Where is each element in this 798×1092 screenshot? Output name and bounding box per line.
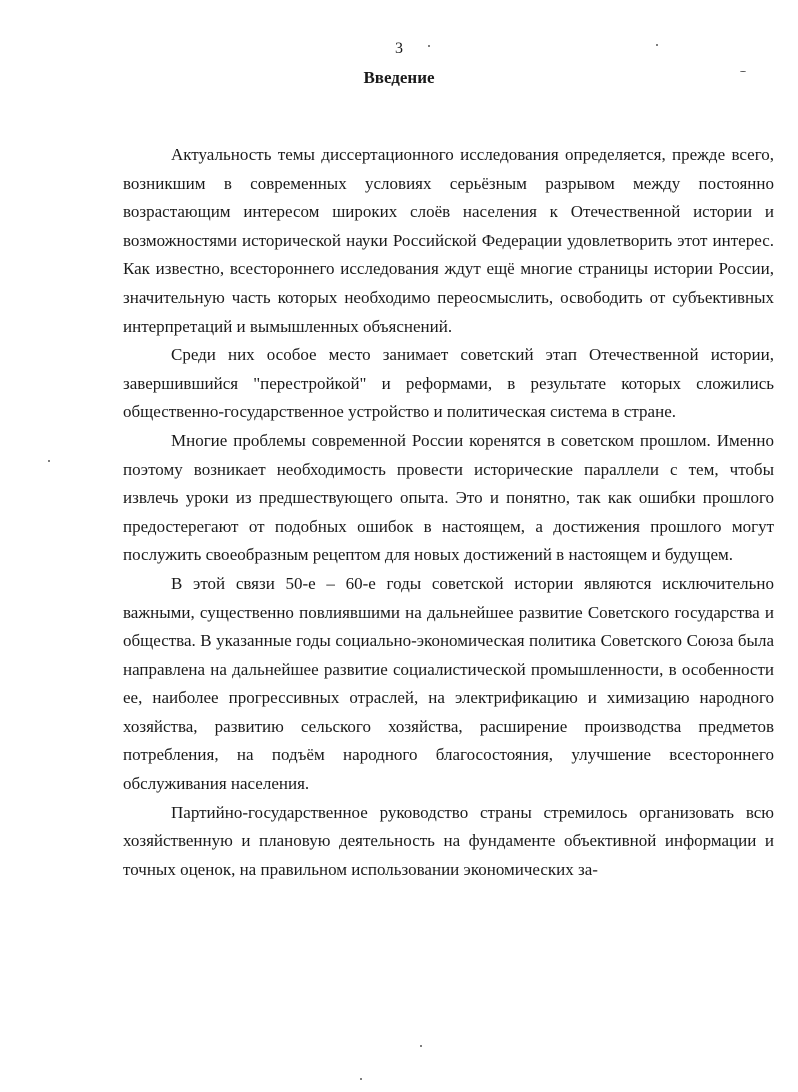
paragraph: В этой связи 50-е – 60-е годы советской истории являются исключительно важными, существенно повлиявшими на дальнейшее развитие Советского государства и общества. В указанные годы социально-экономическая политика Советского Союза была направлена на дальнейшее развитие социалистической промышленности, в особенности ее, наиболее прогрессивных отраслей, на электрификацию и химизацию народного хозяйства, развитию сельского хозяйства, расширение производства предметов потребления, на подъём народного благосостояния, улучшение всестороннего обслуживания населения. — [123, 573, 774, 794]
paragraph: Партийно-государственное руководство страны стремилось организовать всю хозяйственную и плановую деятельность на фундаменте объективной информации и точных оценок, на правильном использовании экономических за- — [123, 802, 774, 879]
body-text — [123, 141, 774, 884]
paragraph: Среди них особое место занимает советский этап Отечественной истории, завершившийся "перестройкой" и реформами, в результате которых сложились общественно-государственное устройство и политическая система в стране. — [123, 345, 774, 422]
scan-speck — [740, 71, 746, 72]
scan-speck — [656, 44, 658, 46]
paragraph: Многие проблемы современной России коренятся в советском прошлом. Именно поэтому возникает необходимость провести исторические параллели с тем, чтобы извлечь уроки из предшествующего опыта. Это и понятно, так как ошибки прошлого предостерегают от подобных ошибок в настоящем, а достижения прошлого могут послужить своеобразным рецептом для новых достижений в настоящем и будущем. — [123, 430, 774, 565]
scan-speck — [420, 1045, 422, 1047]
scan-speck — [428, 45, 430, 47]
section-title: Введение — [363, 68, 435, 87]
paragraph: Актуальность темы диссертационного исследования определяется, прежде всего, возникшим в современных условиях серьёзным разрывом между постоянно возрастающим интересом широких слоёв населения к Отечественной истории и возможностями исторической науки Российской Федерации удовлетворить этот интерес. Как известно, всестороннего исследования ждут ещё многие страницы истории России, значительную часть которых необходимо переосмыслить, освободить от субъективных интерпретаций и вымышленных объяснений. — [123, 145, 774, 336]
page-number: 3 — [395, 40, 403, 57]
scan-speck — [360, 1078, 362, 1080]
scan-speck — [48, 460, 50, 462]
